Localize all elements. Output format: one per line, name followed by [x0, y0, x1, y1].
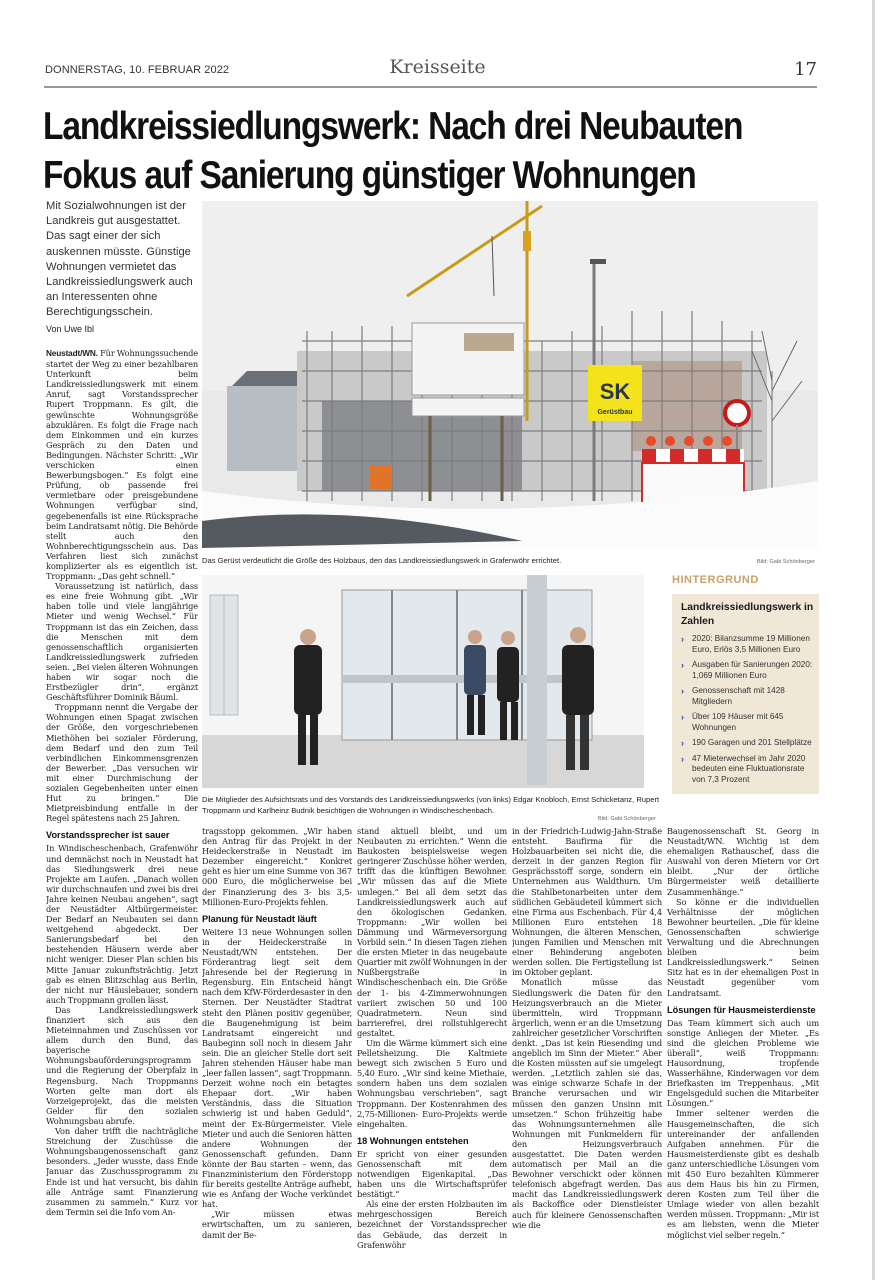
article-column-3 — [357, 826, 507, 1278]
subheading: Lösungen für Hausmeisterdienste — [667, 1004, 816, 1015]
chevron-right-icon: › — [681, 634, 684, 644]
photo-caption: Das Gerüst verdeutlicht die Größe des Holzbaus, den das Landkreissiedlungswerk in Grafenwöhr errichtet. — [202, 556, 562, 565]
paragraph: Immer seltener werden die Hausgemeinschaften, die sich untereinander der anfallenden Aufgaben annehmen. Für die Hausmeisterdienste gibt es deshalb ganz unterschiedliche Lösungen vom mit 450 Euro bezahlten Kümmerer aus dem Haus bis hin zu Firmen, deren Kosten zum Teil über die Umlage wieder von allen bezahlt werden müssen. Troppmann: „Mir ist es am liebsten, wenn die Mieter möglichst viel selber regeln.“ — [667, 1108, 819, 1240]
paragraph: Von daher trifft die nachträgliche Streichung der Zuschüsse die Wohnungsbaugenossenschaft ganz besonders. „Jeder wusste, dass Ende Januar das Zuschussprogramm zu Ende ist und hat versucht, bis dahin alle Anträge samt Finanzierung zusammen zu sammeln.“ Kurz vor dem Termin sei die Info vom An- — [46, 1126, 198, 1217]
paragraph: Das Landkreissiedlungswerk finanziert sich aus den Mieteinnahmen und Zuschüssen vor allem durch den Bund, das bayerische Wohnungsbauförderungsprogramm und die Regierung der Oberpfalz in Regensburg. Nach Troppmanns Worten gelte man dort als Vorzeigeprojekt, das die meisten Gelder für den sozialen Wohnungsbau abrufe. — [46, 1004, 198, 1126]
section-title: Kreisseite — [389, 56, 486, 78]
article-column-5 — [667, 826, 819, 1278]
list-item-text: 2020: Bilanzsumme 19 Millionen Euro, Erlös 3,5 Millionen Euro — [692, 634, 810, 654]
article-teaser: Mit Sozialwohnungen ist der Landkreis gut ausgestattet. Das sagt einer der sich auskennen müsste. Günstige Wohnungen vermietet das Landkreissiedlungswerk auch an Interessenten ohne Berechtigungsschein. — [46, 200, 193, 319]
header-divider — [44, 86, 817, 88]
paragraph — [46, 348, 198, 581]
article-column-1 — [46, 348, 198, 1278]
article-column-4 — [512, 826, 662, 1278]
interior-scene-illustration — [202, 575, 644, 788]
paragraph: tragsstopp gekommen. „Wir haben den Antrag für das Projekt in der Heideckerstraße in Neustadt im Dezember eingereicht.“ Konkret geht es hier um eine Summe von 367 000 Euro, die möglicherweise bei der Finanzierung des 3- bis 3,5-Millionen-Euro-Projekts fehlen. — [202, 826, 352, 907]
construction-site-photo — [202, 201, 818, 548]
sign-logo-text: SK — [599, 379, 631, 404]
paragraph: Als eine der ersten Holzbauten im mehrgeschossigen Bereich bezeichnet der Vorstandssprecher das Gebäude, das derzeit in Grafenwöhr — [357, 1199, 507, 1250]
subheading: Vorstandssprecher ist sauer — [46, 830, 170, 841]
photo-credit: Bild: Gabi Schönberger — [598, 816, 656, 822]
paragraph: Voraussetzung ist natürlich, dass es eine freie Wohnung gibt. „Wir haben tolle und viele langjährige Mieter und wenig Wechsel.“ Für Troppmann ist das ein Zeichen, dass die Menschen mit dem genossenschaftlich organisierten Landkreissiedlungswerk zufrieden seien. „Bei vielen älteren Wohnungen haben wir sogar noch die Erstbezügler drin“, ergänzt Geschäftsführer Dominik Bäuml. — [46, 581, 198, 703]
list-item-text: Ausgaben für Sanierungen 2020: 1,069 Millionen Euro — [692, 660, 813, 680]
list-item — [681, 712, 816, 733]
apartment-interior-photo — [202, 575, 644, 788]
list-item — [681, 738, 816, 749]
paragraph: Um die Wärme kümmert sich eine Pelletsheizung. Die Kaltmiete bewegt sich zwischen 5 Euro und 5,40 Euro. „Wir sind keine Miethaie, sondern haben uns dem sozialen Wohnungsbau verschrieben“, sagt Troppmann. Der Kostenrahmen des 2,75-Millionen- Euro-Projekts werde eingehalten. — [357, 1037, 507, 1129]
infobox-title: Landkreissiedlungswerk in Zahlen — [681, 602, 814, 627]
list-item — [681, 686, 816, 707]
paragraph: in der Friedrich-Ludwig-Jahn-Straße entsteht. Baufirma für die Holzbauarbeiten sei nicht die, die derzeit in der ganzen Region für Gesprächsstoff sorge, sondern ein Unternehmen aus Waldthurn. Um die Stahlbetonarbeiten unter dem südlichen Gebäudeteil kümmert sich eine Firma aus Eschenbach. Für 4,4 Millionen Euro entstehen 18 Wohnungen, die älteren Menschen, jungen Familien und Menschen mit einer Behinderung angeboten werden sollen. Die Fertigstellung ist im Oktober geplant. — [512, 826, 662, 978]
paragraph: In Windischeschenbach, Grafenwöhr und demnächst noch in Neustadt hat das Siedlungswerk drei neue Projekte am Laufen. „Danach wollen wir durchschnaufen und zwei bis drei Jahre keinen Neubau angehen“, sagt der Neustädter Altbürgermeister. Der Bedarf an Neubauten sei dann weitgehend abgedeckt. Der Sanierungsbedarf bei den bestehenden Häusern werde aber nicht weniger. Dieser Plan schien bis Mitte Januar zukunftsträchtig. Jetzt gab es einen Blitzschlag aus Berlin, der nicht nur Häuslebauer, sondern auch Troppmann grollen lässt. — [46, 843, 198, 1005]
photo-caption: Die Mitglieder des Aufsichtsrats und des Vorstands des Landkreissiedlungswerks (von links) Edgar Knobloch, Ernst Schicketanz, Rupert Troppmann und Karlheinz Budnik besichtigen die Wohnungen in Windischeschenbach. — [202, 795, 660, 815]
headline-line-1: Landkreissiedlungswerk: Nach drei Neubauten — [43, 105, 743, 148]
chevron-right-icon: › — [681, 753, 684, 764]
paragraph: So könne er die individuellen Verhältnisse der möglichen Bewohner beurteilen. „Die für kleine Genossenschaften schwierige Verwaltung und die Abrechnungen bleiben beim Landkreissiedlungswerk.“ Seinen Sitz hat es in der ehemaligen Post in Neustadt gegenüber vom Landratsamt. — [667, 896, 819, 998]
paragraph-text: Für Wohnungssuchende startet der Weg zu einer bezahlbaren Unterkunft beim Landkreissiedlungswerk mit einem Anruf, sagt Vorstandssprecher Rupert Troppmann. Es gilt, die gewünschte Wohnungsgröße abzuklären. Es folgt die Frage nach dem Einkommen und ein kurzes Gespräch zu den Daten und Bedingungen. Nächster Schritt: „Wir verschicken einen Bewerbungsbogen.“ Es folgt eine Prüfung, ob passende frei vermietbare oder preisgebundene Wohnungen verfügbar sind, gegebenenfalls ist eine Rücksprache beim Landratsamt nötig. Die Behörde stellt auch den Wohnberechtigungsschein aus. Das Verfahren liest sich zunächst komplizierter als es eigentlich ist. Troppmann: „Das geht schnell.“ — [46, 348, 198, 582]
list-item — [681, 754, 816, 786]
paragraph: Er spricht von einer gesunden Genossenschaft mit dem notwendigen Eigenkapital. „Das haben uns die Wirtschaftsprüfer bestätigt.“ — [357, 1148, 507, 1200]
chevron-right-icon: › — [681, 660, 684, 670]
article-headline — [43, 102, 743, 200]
photo-credit: Bild: Gabi Schönberger — [757, 559, 815, 565]
subheading: 18 Wohnungen entstehen — [357, 1135, 469, 1146]
construction-scene-illustration — [202, 201, 818, 548]
list-item-text: 47 Mieterwechsel im Jahr 2020 bedeuten eine Fluktuationsrate von 7,3 Prozent — [692, 753, 806, 784]
paragraph: Das Team kümmert sich auch um sonstige Anliegen der Mieter. „Es sind die gleichen Probleme wie überall“, weiß Troppmann: Hausordnung, tropfende Wasserhähne, Kinderwagen vor dem Briefkasten im Treppenhaus. „Mit Engelsgeduld suchen die Mitarbeiter Lösungen.“ — [667, 1017, 819, 1109]
paragraph: Baugenossenschaft St. Georg in Neustadt/WN. Wichtig ist dem ehemaligen Rathauschef, dass die Auswahl von deren Mietern vor Ort bleibt. „Nur der örtliche Bürgermeister weiß detaillierte Zusammenhänge.“ — [667, 826, 819, 897]
list-item — [681, 634, 816, 655]
facts-infobox — [672, 594, 819, 794]
list-item-text: 190 Garagen und 201 Stellplätze — [692, 738, 812, 747]
paragraph: Weitere 13 neue Wohnungen sollen in der Heideckerstraße in Neustadt/WN entstehen. Der Förderantrag liegt seit dem Jahresende bei der Regierung in Regensburg. Ein Entscheid hängt nach dem KfW-Förderdesaster in den Sternen. Der Neustädter Stadtrat steht den Plänen positiv gegenüber, die Baugenehmigung ist beim Landratsamt eingereicht und Baubeginn soll noch in diesem Jahr sein. Die an gleicher Stelle dort seit Jahren stehenden Häuser habe man „leer fallen lassen“, sagt Troppmann. Derzeit wohne noch ein betagtes Ehepaar dort. „Wir haben Verständnis, dass die Situation schwierig ist und haben Geduld“, meint der Ex-Bürgermeister. Viele Mieter und auch die Senioren hätten andere Wohnungen der Genossenschaft gefunden. Dann könnte der Bau starten – wenn, das Finanzministerium den Förderstopp für bereits gestellte Anträge aufhebt, wie es Anfang der Woche verkündet hat. — [202, 926, 352, 1210]
paragraph: „Wir müssen etwas erwirtschaften, um zu sanieren, damit der Be- — [202, 1209, 352, 1240]
paragraph: stand aktuell bleibt, und um Neubauten zu errichten.“ Wenn die Baukosten beispielsweise wegen geringerer Zuschüsse höher werden, trifft das die künftigen Bewohner. „Wir müssen das auf die Miete umlegen.“ Bei all dem setzt das Landkreissiedlungswerk auch auf den ökologischen Gedanken. Troppmann: „Wir wollen bei Dämmung und Wärmeversorgung Vorbild sein.“ In diesen Tagen ziehen die ersten Mieter in das neugebaute Quartier mit zwölf Wohnungen in der Nußbergstraße in Windischeschenbach ein. Die Größe der 1- bis 4-Zimmerwohnungen variiert zwischen 50 und 100 Quadratmetern. Neun sind barrierefrei, drei rollstuhlgerecht gestaltet. — [357, 826, 507, 1038]
paragraph: Monatlich müsse das Siedlungswerk die Daten für den Heizungsverbrauch an die Mieter übermitteln, wird Troppmann ärgerlich, wenn er an die Umsetzung zahlreicher gesetzlicher Vorschriften denkt. „Das ist kein Riesending und angeblich im Sinn der Mieter.“ Aber die Kosten müssten auf sie umgelegt werden. „Letztlich zahlen sie das, was einige schwarze Schafe in der Branche verursachen und wir müssen den ganzen Unsinn mit umsetzen.“ Schon frühzeitig habe das Wohnungsunternehmen alle Wohnungen mit Funkmeldern für den Heizungsverbrauch ausgestattet. Die Daten werden automatisch per Mail an die Bewohner verschickt oder können telefonisch abgefragt werden. Das macht das Landkreissiedlungswerk als Backoffice oder Dienstleister auch für kleinere Genossenschaften wie die — [512, 977, 662, 1230]
issue-date: DONNERSTAG, 10. FEBRUAR 2022 — [45, 64, 230, 76]
page-number: 17 — [794, 59, 817, 80]
chevron-right-icon: › — [681, 738, 684, 748]
infobox-kicker: HINTERGRUND — [672, 574, 759, 586]
headline-line-2: Fokus auf Sanierung günstiger Wohnungen — [43, 154, 696, 197]
article-column-2 — [202, 826, 352, 1278]
infobox-list — [681, 634, 816, 790]
paragraph: Troppmann nennt die Vergabe der Wohnungen einen Spagat zwischen der Größe, den vorgeschriebenen Miethöhen bei sozialer Förderung, dem Bedarf und den zum Teil verbindlichen Einkommensgrenzen der Bewerber. „Das versuchen wir mit einer Durchmischung der sozialen Gegebenheiten unter einen Hut zu bringen.“ Die Mietpreisbindung entfalle in der Regel spätestens nach 25 Jahren. — [46, 702, 198, 824]
dateline: Neustadt/WN. — [46, 349, 98, 358]
list-item-text: Genossenschaft mit 1428 Mitgliedern — [692, 686, 785, 706]
chevron-right-icon: › — [681, 712, 684, 722]
list-item — [681, 660, 816, 681]
chevron-right-icon: › — [681, 686, 684, 696]
list-item-text: Über 109 Häuser mit 645 Wohnungen — [692, 712, 784, 732]
subheading: Planung für Neustadt läuft — [202, 913, 317, 924]
sign-subtext: Gerüstbau — [597, 409, 633, 416]
byline: Von Uwe Ibl — [46, 324, 95, 334]
